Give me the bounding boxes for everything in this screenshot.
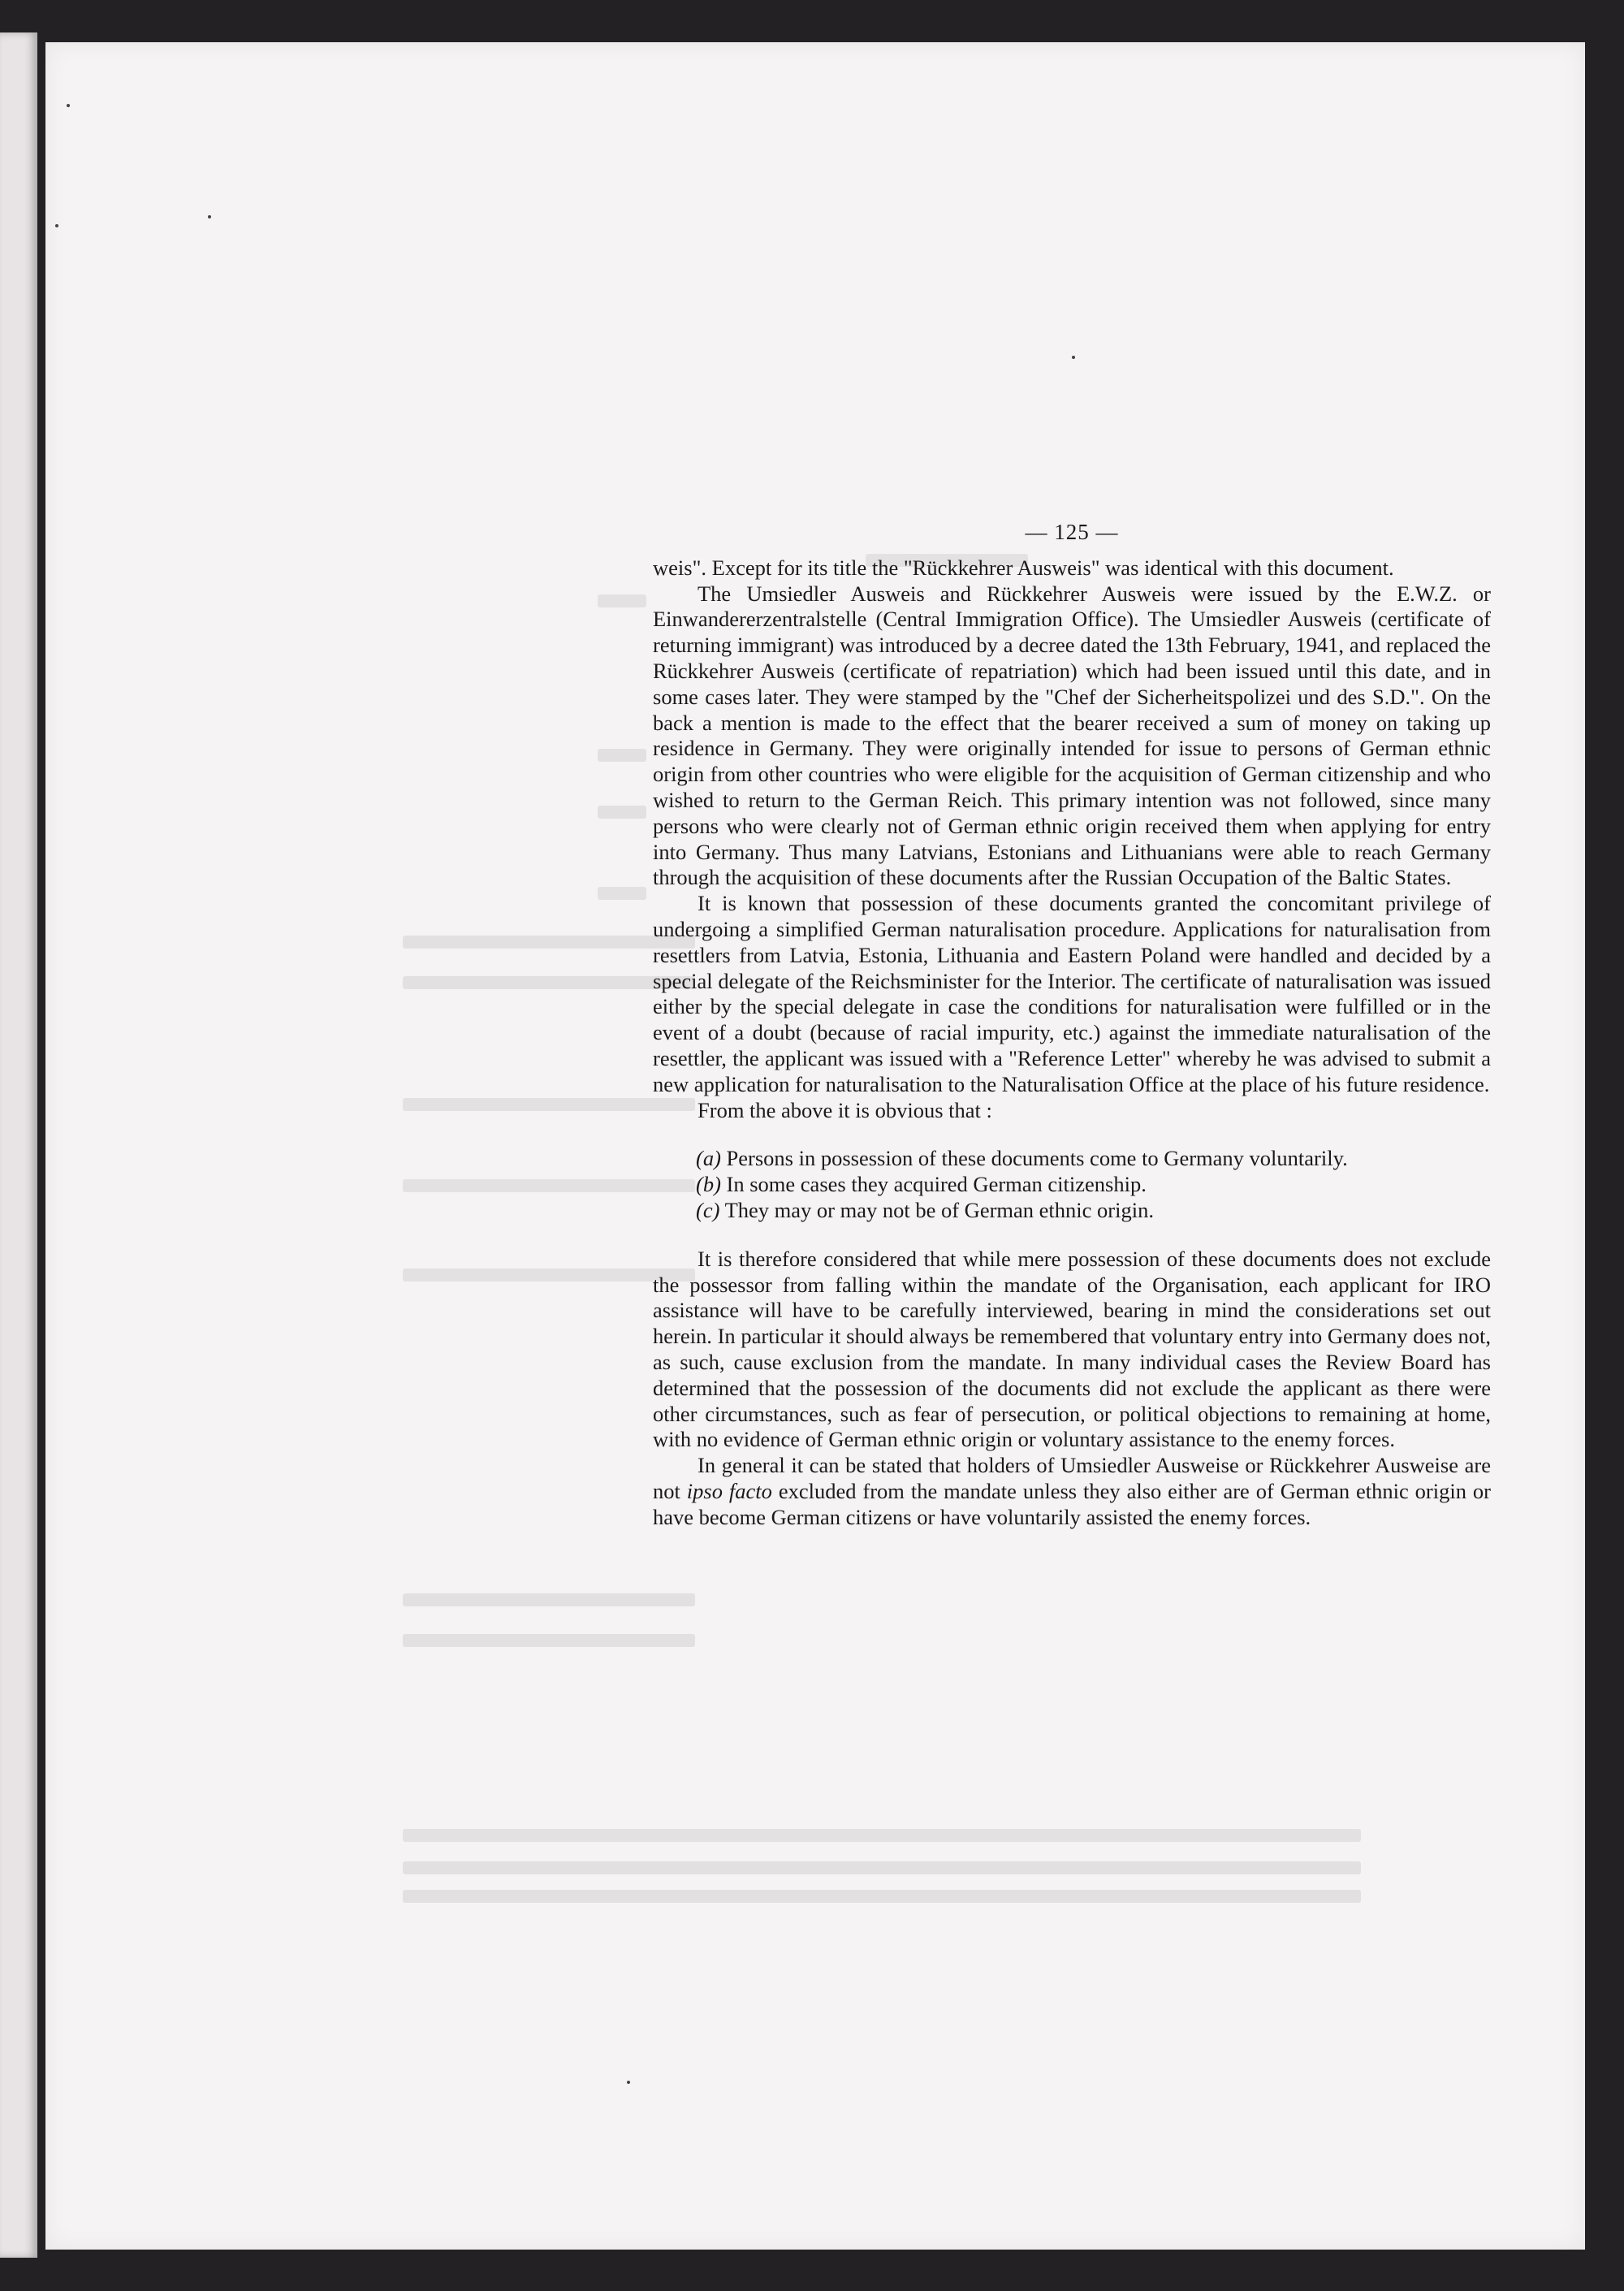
speck [208,215,211,218]
ipso-facto-term: ipso facto [686,1478,772,1503]
paragraph-umsiedler-ausweis: The Umsiedler Ausweis and Rückkehrer Ausweis were issued by the E.W.Z. or Einwandererzentralstelle (Central Immigration Office). The Umsiedler Ausweis (certificate of returning immigrant) was introduced by a decree dated the 13th February, 1941, and replaced the Rückkehrer Ausweis (certificate of repatriation) which had been issued until this date, and in some cases later. They were stamped by the "Chef der Sicherheitspolizei und des S.D.". On the back a mention is made to the effect that the bearer received a sum of money on taking up residence in Germany. They were originally intended for issue to persons of German ethnic origin from other countries who were eligible for the acquisition of German citizenship and who wished to return to the German Reich. This primary intention was not followed, since many persons who were clearly not of German ethnic origin received them when applying for entry into Germany. Thus many Latvians, Estonians and Lithuanians were able to reach Germany through the acquisition of these documents after the Russian Occupation of the Baltic States. [653,581,1491,890]
speck [55,224,58,227]
general-statement-start: In general it can be stated that holders of Umsiedler Ausweise or Rückkehrer Ausweise are not [653,1453,1491,1503]
previous-page-edge [0,32,37,2258]
list-item-text: In some cases they acquired German citizenship. [726,1172,1147,1197]
general-statement-end: excluded from the mandate unless they also either are of German ethnic origin or have become German citizens or have voluntarily assisted the enemy forces. [653,1478,1491,1529]
list-marker: (a) [696,1146,721,1171]
page-body [653,520,1491,1530]
page-number: — 125 — [1025,520,1119,544]
paragraph-continuation: weis". Except for its title the "Rückkehrer Ausweis" was identical with this document. [653,555,1394,580]
speck [1072,356,1075,359]
paragraph-naturalisation: It is known that possession of these documents granted the concomitant privilege of undergoing a simplified German naturalisation procedure. Applications for naturalisation from resettlers from Latvia, Estonia, Lithuania and Eastern Poland were handled and decided by a special delegate of the Reichsminister for the Interior. The certificate of naturalisation was issued either by the special delegate in case the conditions for naturalisation were fulfilled or in the event of a doubt (because of racial impurity, etc.) against the immediate naturalisation of the resettler, the applicant was issued with a "Reference Letter" whereby he was advised to submit a new application for naturalisation to the Naturalisation Office at the place of his future residence. [653,891,1491,1096]
list-marker: (b) [696,1172,721,1197]
paragraph-review-board: It is therefore considered that while mere possession of these documents does not exclude the possessor from falling within the mandate of the Organisation, each applicant for IRO assistance will have to be carefully interviewed, bearing in mind the considerations set out herein. In particular it should always be remembered that voluntary entry into Germany does not, as such, cause exclusion from the mandate. In many individual cases the Review Board has determined that the possession of the documents did not exclude the applicant as there were other circumstances, such as fear of persecution, or political objections to remaining at home, with no evidence of German ethnic origin or voluntary assistance to the enemy forces. [653,1246,1491,1452]
list-marker: (c) [696,1197,720,1222]
list-item [653,1146,1491,1172]
list-item-text: Persons in possession of these documents come to Germany voluntarily. [726,1146,1348,1171]
list-item [653,1198,1491,1224]
list-item-text: They may or may not be of German ethnic origin. [724,1197,1154,1222]
conclusions-list [653,1146,1491,1223]
speck [67,104,70,107]
speck [627,2081,630,2084]
paragraph-conclusion-intro: From the above it is obvious that : [698,1097,992,1122]
list-item [653,1172,1491,1198]
paragraph-general-statement [653,1453,1491,1530]
